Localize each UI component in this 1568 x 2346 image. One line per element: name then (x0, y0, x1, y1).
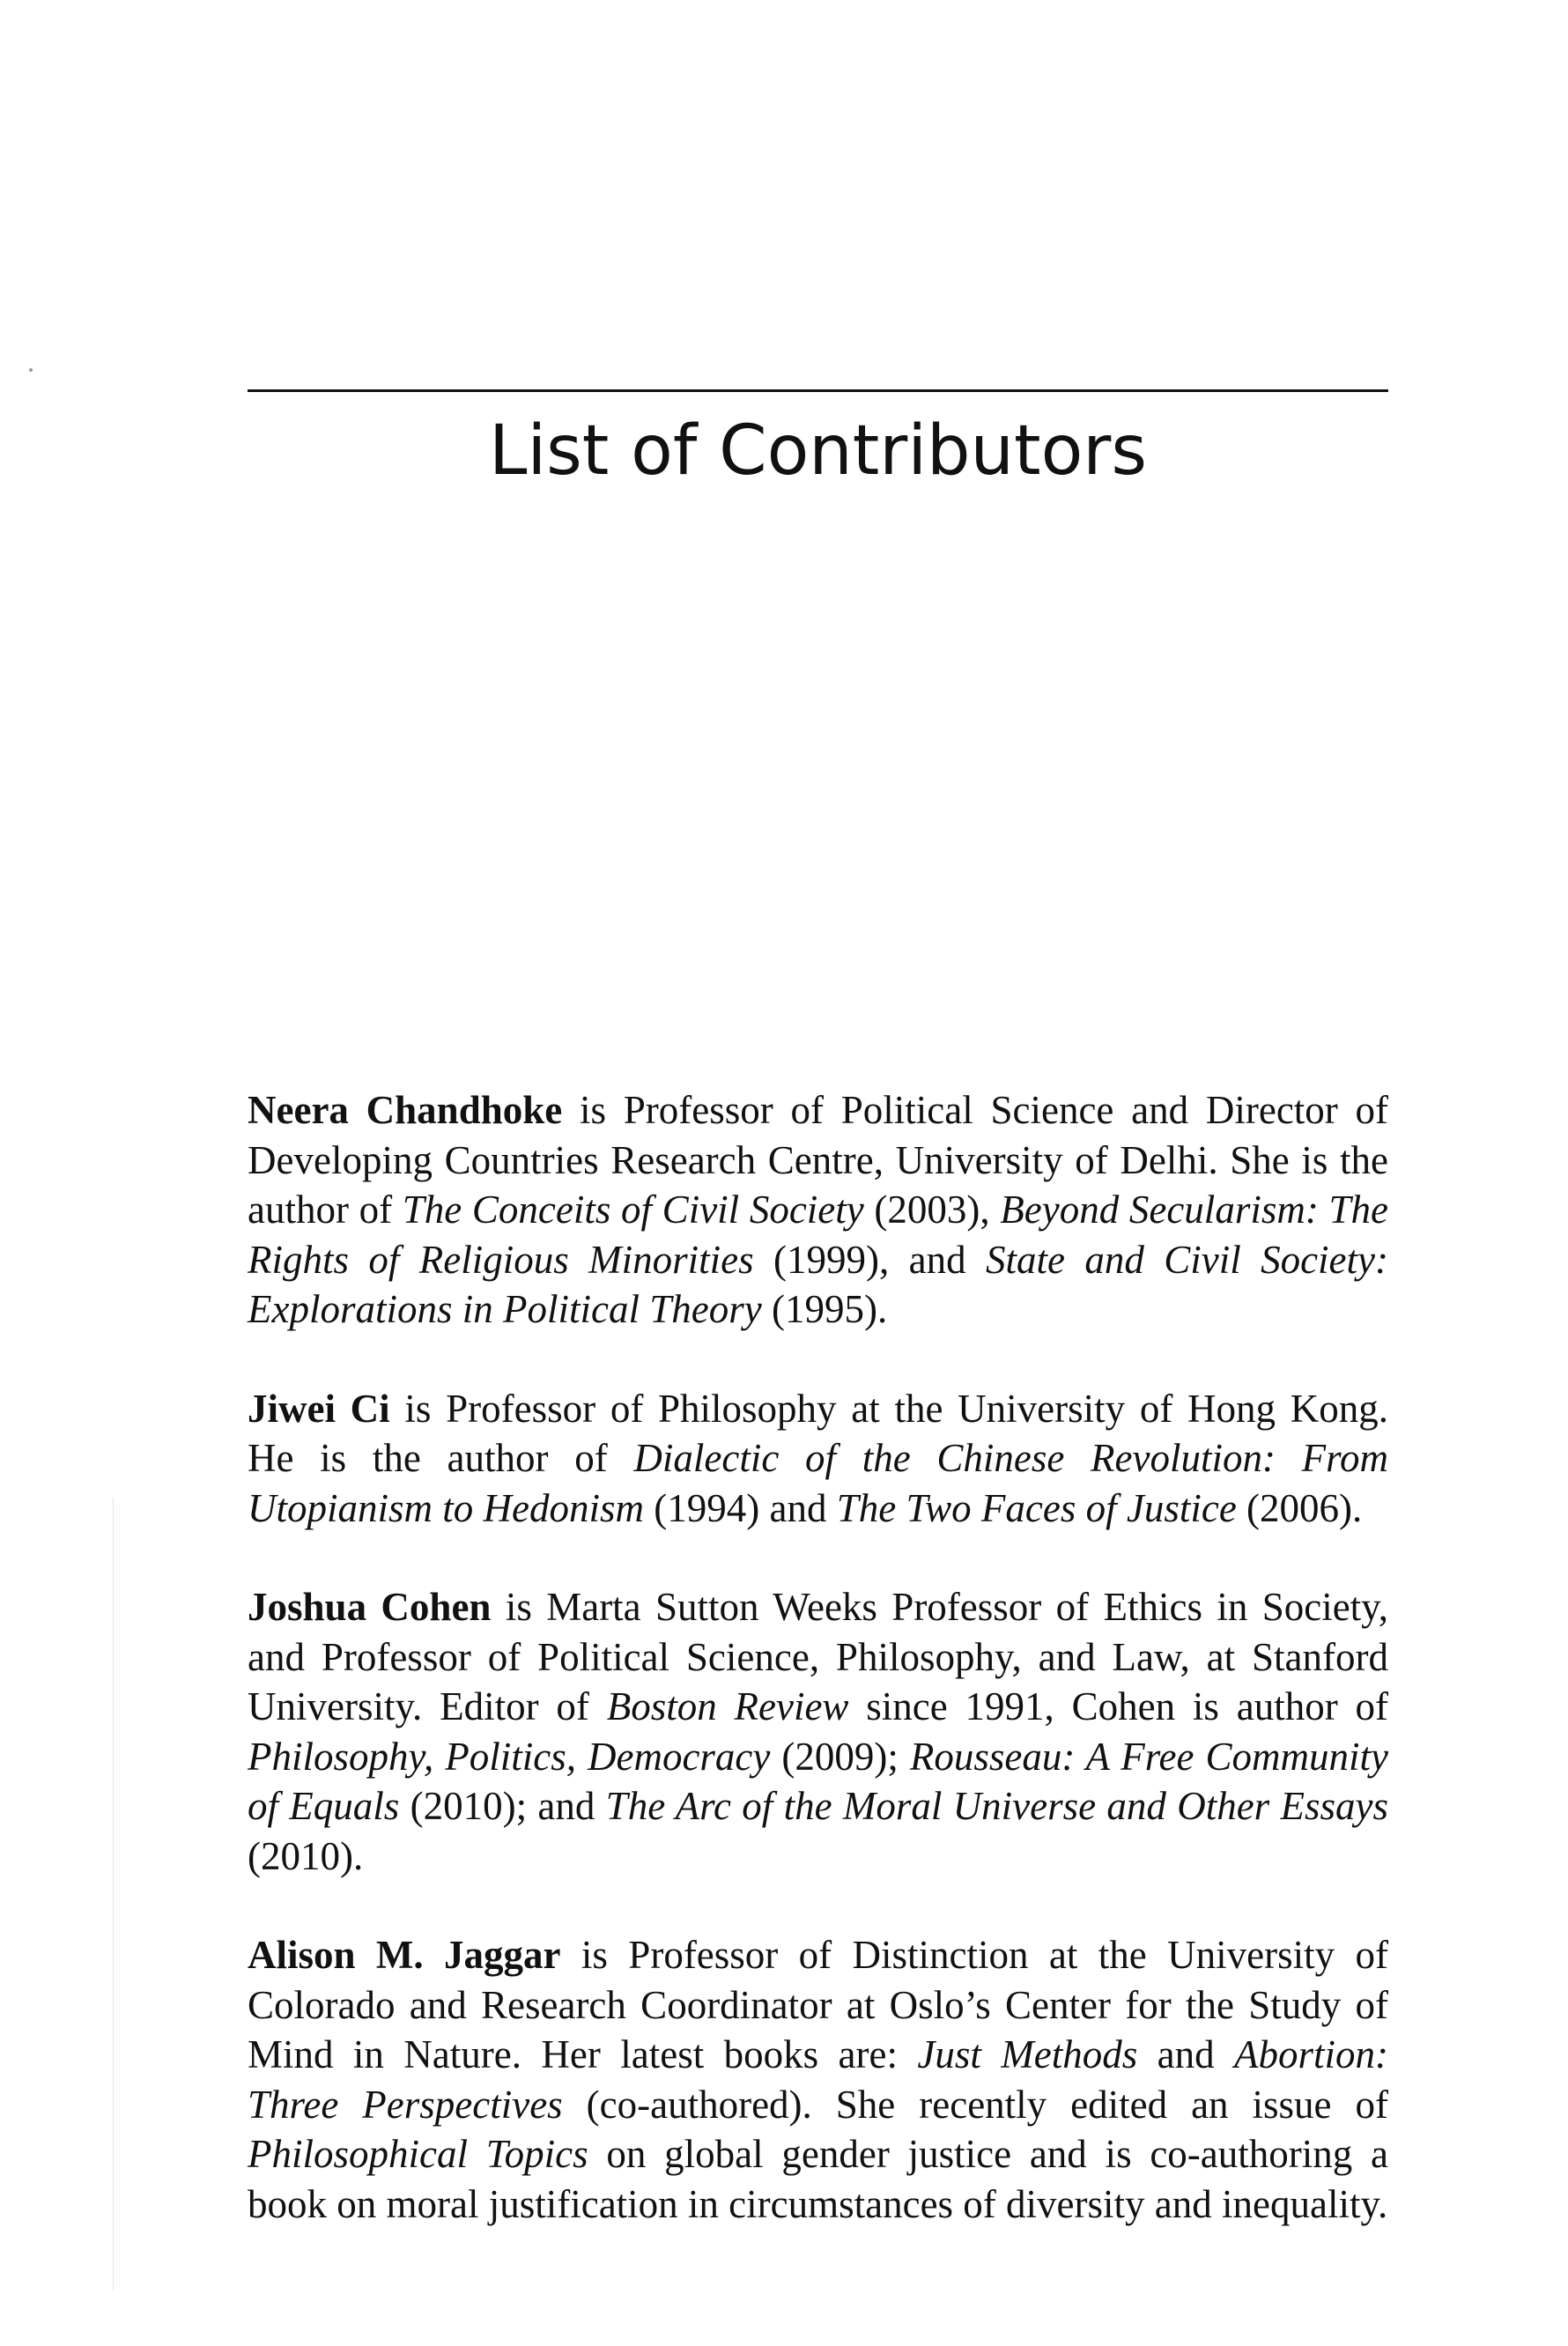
contributor-name: Alison M. Jaggar (248, 1933, 561, 1977)
page-title: List of Contributors (488, 411, 1148, 491)
bio-text: (co-authored). She recently edited an issue of (562, 2082, 1388, 2127)
bio-text: (1999), and (753, 1237, 986, 1282)
contributor-entry (248, 1384, 1388, 1534)
bio-text: is Marta Sutton Weeks Professor of Ethics in Society, and Professor of Political Science, Philosophy, and Law, at Stanford University. Editor of (248, 1585, 1389, 1728)
contributor-name: Joshua Cohen (248, 1585, 492, 1629)
book-title: Dialectic of the Chinese Revolution: From Utopianism to Hedonism (248, 1436, 1388, 1530)
book-title: Beyond Secularism: The Rights of Religious Minorities (248, 1188, 1388, 1282)
bio-text: (2009); (770, 1734, 910, 1779)
bio-text: (1994) and (644, 1485, 837, 1530)
bio-text: (2010); and (399, 1784, 606, 1828)
bio-text: (1995). (761, 1287, 888, 1331)
gutter-shadow (113, 1498, 114, 2290)
bio-text: is Professor of Distinction at the University of Colorado and Research Coordinator at Oslo’s Center for the Study of Mind in Nature. Her latest books are: (248, 1933, 1388, 2076)
bio-text: is Professor of Philosophy at the University of Hong Kong. He is the author of (248, 1386, 1388, 1480)
margin-speck (29, 368, 33, 372)
book-title: The Two Faces of Justice (836, 1485, 1237, 1530)
bio-text: (2006). (1236, 1485, 1363, 1530)
bio-text: since 1991, Cohen is author of (848, 1684, 1388, 1728)
book-title: State and Civil Society: Explorations in Political Theory (248, 1237, 1388, 1331)
book-title: Philosophy, Politics, Democracy (248, 1734, 771, 1779)
bio-text: and (1137, 2032, 1234, 2076)
book-title: Just Methods (917, 2032, 1138, 2076)
book-title: The Conceits of Civil Society (402, 1188, 864, 1232)
contributor-entry (248, 1085, 1388, 1335)
contributor-name: Jiwei Ci (248, 1386, 390, 1431)
contributor-entry (248, 1930, 1388, 2229)
contributor-entry (248, 1582, 1388, 1881)
book-title: Abortion: Three Perspectives (248, 2032, 1388, 2127)
book-title: Boston Review (606, 1684, 849, 1728)
book-title: The Arc of the Moral Universe and Other Essays (605, 1784, 1388, 1828)
contributor-name: Neera Chandhoke (248, 1088, 563, 1132)
bio-text: (2010). (248, 1833, 364, 1878)
book-title: Philosophical Topics (248, 2132, 588, 2176)
book-title: Rousseau: A Free Community of Equals (248, 1734, 1388, 1828)
heading-rule (248, 389, 1388, 392)
bio-text: (2003), (863, 1188, 1001, 1232)
bio-text: on global gender justice and is co-authoring a book on moral justification in circumstances of diversity and inequality. (248, 2132, 1388, 2226)
bio-text: is Professor of Political Science and Director of Developing Countries Research Centre, University of Delhi. She is the author of (248, 1088, 1389, 1232)
contributor-list (248, 1085, 1388, 2278)
